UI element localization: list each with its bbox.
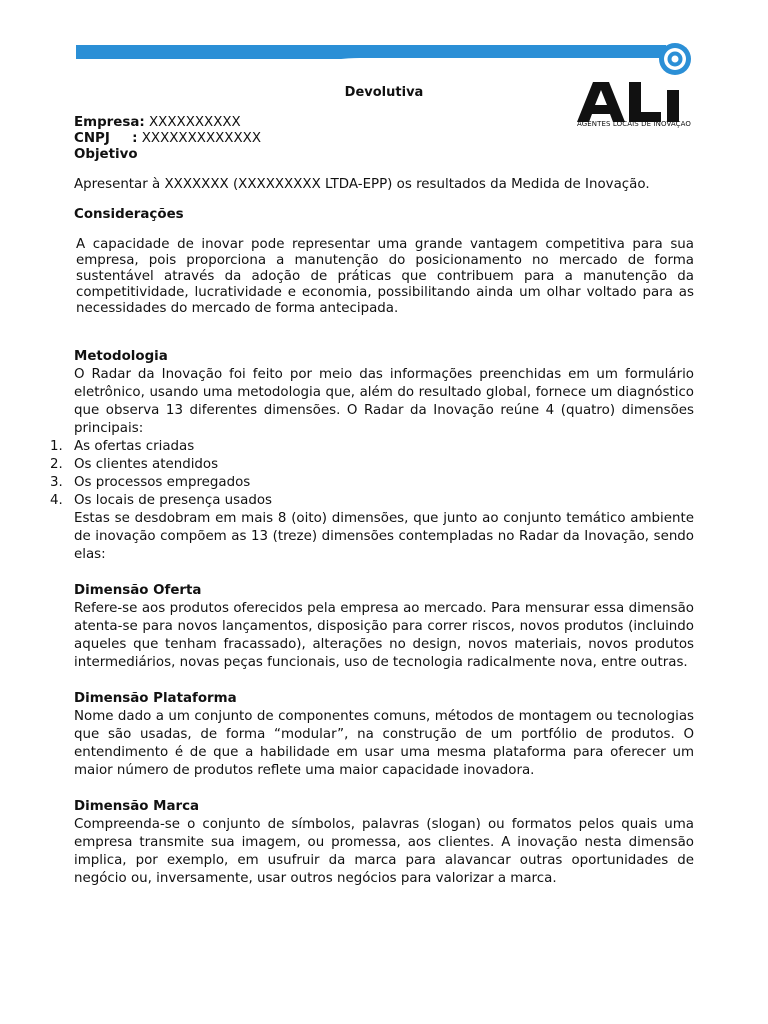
metodologia-text-continued: Estas se desdobram em mais 8 (oito) dimensões, que junto ao conjunto temático ambiente de inovação compõem as 13 (treze) dimensões contempladas no Radar da Inovação, sendo elas: xyxy=(74,511,694,562)
oferta-heading: Dimensão Oferta xyxy=(74,583,202,598)
empresa-label: Empresa: xyxy=(74,115,145,130)
empresa-value: XXXXXXXXXX xyxy=(149,115,241,130)
plataforma-text: Nome dado a um conjunto de componentes comuns, métodos de montagem ou tecnologias que são usadas, de forma “modular”, na construção de um portfólio de produtos. O entendimento é de que a habilidade em usar uma mesma plataforma para oferecer um maior número de produtos reflete uma maior capacidade inovadora. xyxy=(74,709,694,778)
target-icon xyxy=(659,43,691,75)
cnpj-value: XXXXXXXXXXXXX xyxy=(141,131,261,146)
cnpj-label: CNPJ xyxy=(74,131,110,146)
cnpj-separator: : xyxy=(132,131,138,146)
objetivo-label: Objetivo xyxy=(74,147,138,162)
objetivo-line xyxy=(74,147,694,163)
marca-heading: Dimensão Marca xyxy=(74,799,200,814)
oferta-text: Refere-se aos produtos oferecidos pela empresa ao mercado. Para mensurar essa dimensão atenta-se para novos lançamentos, disposição para correr riscos, novos produtos (incluindo aqueles que tenham fracassado), alterações no design, novos materiais, novos produtos intermediários, novas peças funcionais, uso de tecnologia radicalmente nova, entre outras. xyxy=(74,601,694,670)
empresa-line xyxy=(74,115,694,131)
document-body xyxy=(50,115,694,888)
metodologia-heading: Metodologia xyxy=(74,349,168,364)
list-item: 4. Os locais de presença usados xyxy=(50,493,273,508)
logo-caption: AGENTES LOCAIS DE INOVAÇÃO xyxy=(576,120,692,128)
plataforma-heading: Dimensão Plataforma xyxy=(74,691,237,706)
consideracoes-text: A capacidade de inovar pode representar uma grande vantagem competitiva para sua empresa, pois proporciona a manutenção do posicionamento no mercado de forma sustentável através da adoção de práticas que contribuem para a manutenção da competitividade, lucratividade e economia, possibilitando ainda um olhar voltado para as necessidades do mercado de forma antecipada. xyxy=(76,237,694,316)
list-item: 2. Os clientes atendidos xyxy=(50,457,219,472)
consideracoes-heading: Considerações xyxy=(74,207,184,222)
objetivo-text: Apresentar à XXXXXXX (XXXXXXXXX LTDA-EPP) os resultados da Medida de Inovação. xyxy=(74,177,650,192)
cnpj-line xyxy=(74,131,694,147)
list-item: 1. As ofertas criadas xyxy=(50,439,195,454)
dimensions-list xyxy=(50,438,694,510)
metodologia-text: O Radar da Inovação foi feito por meio das informações preenchidas em um formulário eletrônico, usando uma metodologia que, além do resultado global, fornece um diagnóstico que observa 13 diferentes dimensões. O Radar da Inovação reúne 4 (quatro) dimensões principais: xyxy=(74,367,694,436)
marca-text: Compreenda-se o conjunto de símbolos, palavras (slogan) ou formatos pelos quais uma empresa transmite sua imagem, ou promessa, aos clientes. A inovação nesta dimensão implica, por exemplo, em usufruir da marca para alavancar outras oportunidades de negócio ou, inversamente, usar outros negócios para valorizar a marca. xyxy=(74,817,694,886)
document-title: Devolutiva xyxy=(344,85,424,100)
list-item: 3. Os processos empregados xyxy=(50,475,251,490)
